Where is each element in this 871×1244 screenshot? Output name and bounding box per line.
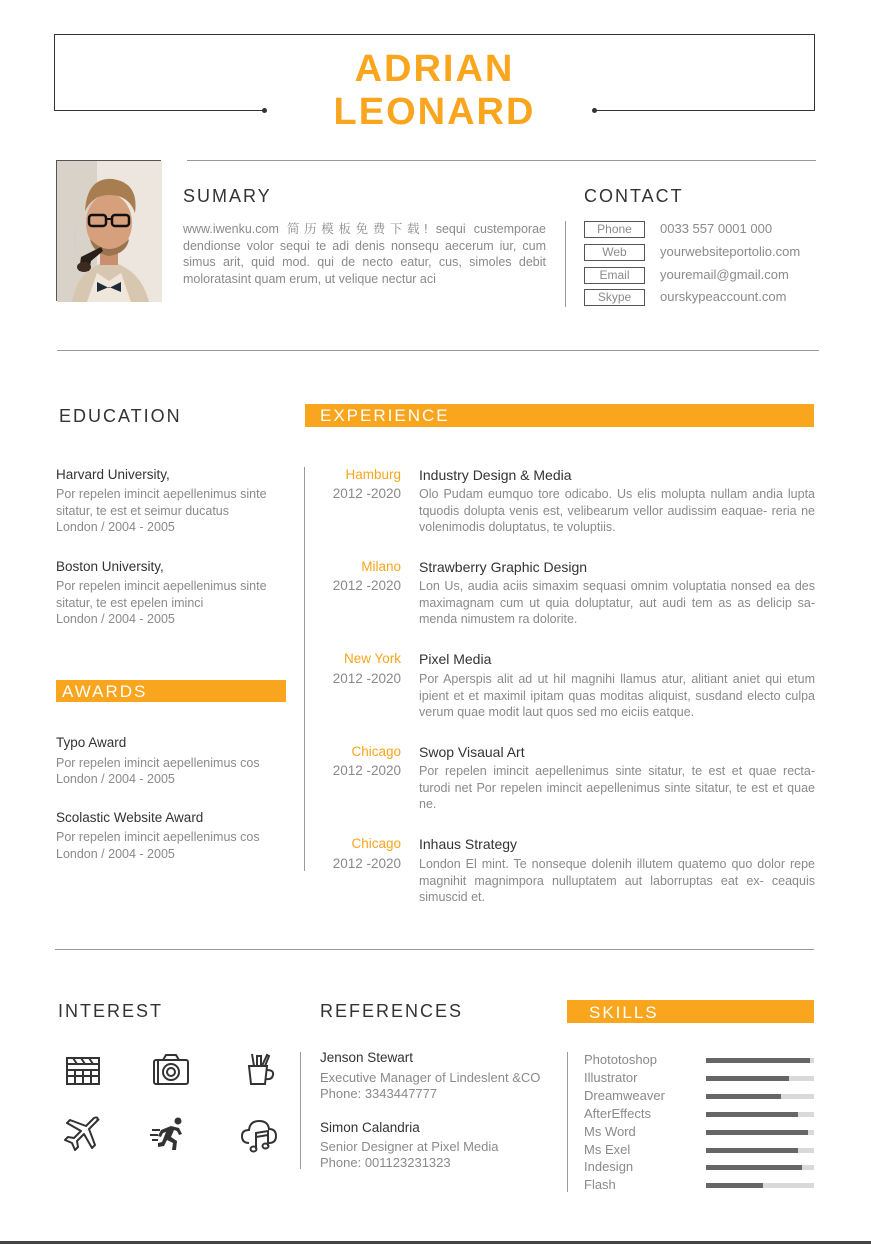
skill-level-fill	[706, 1183, 763, 1188]
exp-city-5: Chicago	[351, 836, 401, 851]
contact-title: CONTACT	[584, 186, 684, 206]
header-line-left	[55, 110, 266, 112]
contact-phone[interactable]: 0033 557 0001 000	[660, 221, 773, 236]
exp-desc-5: London El mint. Te nonseque dolenih illutem quatemo quo dolor repe magnihit magnimpora nulluptatem aut laborruptas eat ex- ceaquis simuscid et.	[419, 857, 815, 904]
skill-name: Dreamweaver	[584, 1087, 665, 1103]
skill-name: Flash	[584, 1177, 616, 1193]
summary-top-divider	[187, 160, 816, 161]
contact-label-skype: Skype	[584, 289, 645, 306]
reference-role-2: Senior Designer at Pixel Media	[320, 1139, 499, 1154]
summary-contact-divider	[565, 221, 566, 307]
contact-label-web: Web	[584, 244, 645, 261]
skill-name: Ms Word	[584, 1123, 636, 1139]
exp-city-3: New York	[343, 651, 401, 666]
contact-label-email: Email	[584, 267, 645, 284]
education-school-2: Boston University,	[56, 559, 164, 574]
portrait-image	[57, 161, 162, 302]
exp-title-5: Inhaus Strategy	[419, 836, 518, 852]
reference-role-1: Executive Manager of Lindeslent &CO	[320, 1070, 541, 1085]
education-title: EDUCATION	[59, 406, 182, 426]
skill-level-fill	[706, 1076, 789, 1081]
name-header	[54, 34, 815, 133]
contact-email[interactable]: youremail@gmail.com	[660, 267, 789, 282]
skill-level-fill	[706, 1112, 798, 1117]
skill-bar	[706, 1130, 814, 1135]
music-cloud-icon	[239, 1115, 279, 1155]
skill-level-fill	[706, 1148, 798, 1153]
award-name-2: Scolastic Website Award	[56, 810, 204, 825]
exp-years-1: 2012 -2020	[332, 486, 401, 501]
summary-title: SUMARY	[183, 186, 272, 206]
exp-title-4: Swop Visaual Art	[419, 744, 525, 760]
exp-years-2: 2012 -2020	[332, 578, 401, 593]
skill-name: Ms Exel	[584, 1141, 631, 1157]
exp-years-3: 2012 -2020	[332, 671, 401, 686]
references-skills-divider	[567, 1052, 568, 1192]
exp-years-4: 2012 -2020	[332, 763, 401, 778]
exp-title-1: Industry Design & Media	[419, 467, 572, 483]
art-supplies-icon	[240, 1050, 280, 1090]
education-school-1: Harvard University,	[56, 467, 170, 482]
film-clapper-icon	[63, 1050, 103, 1090]
awards-title: AWARDS	[56, 680, 286, 702]
section-divider-1	[57, 350, 819, 351]
last-name: LEONARD	[333, 91, 536, 133]
exp-desc-1: Olo Pudam eumquo tore odicabo. Us elis molupta nullam andia lupta tquodis dolupta venis est, velibearum vellor audissim eaquae- reria ne volenimodis doluptatus, te voluptiis.	[419, 487, 815, 534]
exp-title-3: Pixel Media	[419, 651, 492, 667]
award-meta-1: London / 2004 - 2005	[56, 772, 175, 786]
award-desc-1: Por repelen imincit aepellenimus cos	[56, 756, 260, 770]
profile-photo	[56, 160, 161, 301]
education-desc-2: Por repelen imincit aepellenimus sinte sitatur, te est epelen iminci	[56, 579, 267, 610]
skill-bar	[706, 1112, 814, 1117]
skill-name: Illustrator	[584, 1069, 638, 1085]
skill-bar	[706, 1148, 814, 1153]
skill-bar	[706, 1058, 814, 1063]
education-experience-divider	[304, 467, 305, 871]
skill-bar	[706, 1165, 814, 1170]
skill-name: Phototoshop	[584, 1052, 658, 1067]
skill-level-fill	[706, 1058, 810, 1063]
reference-phone-2: Phone: 001123231323	[320, 1155, 451, 1170]
reference-name-2: Simon Calandria	[320, 1120, 420, 1135]
section-divider-2	[55, 949, 814, 950]
skill-bar	[706, 1094, 814, 1099]
exp-city-2: Milano	[361, 559, 401, 574]
header-dot-left	[262, 108, 267, 113]
reference-phone-1: Phone: 3343447777	[320, 1086, 438, 1101]
skill-name: Indesign	[584, 1159, 634, 1175]
award-meta-2: London / 2004 - 2005	[56, 847, 175, 861]
skill-level-fill	[706, 1165, 802, 1170]
camera-icon	[151, 1050, 191, 1090]
first-name: ADRIAN	[354, 48, 515, 90]
skill-bar	[706, 1076, 814, 1081]
interest-title: INTEREST	[58, 1001, 164, 1021]
exp-title-2: Strawberry Graphic Design	[419, 559, 588, 575]
airplane-icon	[63, 1115, 103, 1155]
exp-desc-4: Por repelen imincit aepellenimus sinte sitatur, te est et quae recta- turodi net Por repelen imincit aepellenimus sinte sitatur, te est et quae ne.	[419, 764, 815, 811]
skills-title: SKILLS	[567, 1000, 814, 1023]
contact-skype[interactable]: ourskypeaccount.com	[660, 289, 787, 304]
summary-text: www.iwenku.com 简历模板免费下载! sequi custemporae dendionse volor sequi te adi denis nonsequ aecerum iur, cum simus arit, quid mod. qui de necto eatur, cus, simoles debit moloratasint quam erum, ut velique nectur aci	[183, 222, 546, 286]
contact-web[interactable]: yourwebsiteportolio.com	[660, 244, 801, 259]
skill-level-fill	[706, 1094, 781, 1099]
exp-desc-2: Lon Us, audia aciis simaxim sequasi omnim voluptatia nonsed ea des maximagnam cum ut quia doluptatur, aut audi tem as as delicip sa- menda nimustem ra dolorite.	[419, 579, 815, 626]
header-line-right	[593, 110, 814, 112]
reference-name-1: Jenson Stewart	[320, 1050, 414, 1065]
running-icon	[150, 1115, 190, 1155]
skill-name: AfterEffects	[584, 1105, 651, 1121]
exp-desc-3: Por Aperspis alit ad ut hil magnihi llamus atur, alitiant aniet qui etum ipient et et maximil ipitam quas moditas aliquist, susdand electo culpa verum quae modit laut quos sed mo eiciis eatque.	[419, 672, 815, 719]
education-meta-2: London / 2004 - 2005	[56, 612, 175, 626]
education-desc-1: Por repelen imincit aepellenimus sinte sitatur, te est et seimur ducatus	[56, 487, 267, 518]
experience-title: EXPERIENCE	[305, 404, 814, 427]
award-name-1: Typo Award	[56, 735, 127, 750]
exp-city-1: Hamburg	[345, 467, 401, 482]
skill-bar	[706, 1183, 814, 1188]
skill-level-fill	[706, 1130, 808, 1135]
exp-years-5: 2012 -2020	[332, 856, 401, 871]
award-desc-2: Por repelen imincit aepellenimus cos	[56, 830, 260, 844]
references-title: REFERENCES	[320, 1001, 464, 1021]
exp-city-4: Chicago	[351, 744, 401, 759]
education-meta-1: London / 2004 - 2005	[56, 520, 175, 534]
contact-label-phone: Phone	[584, 221, 645, 238]
interest-references-divider	[300, 1052, 301, 1169]
header-dot-right	[592, 108, 597, 113]
